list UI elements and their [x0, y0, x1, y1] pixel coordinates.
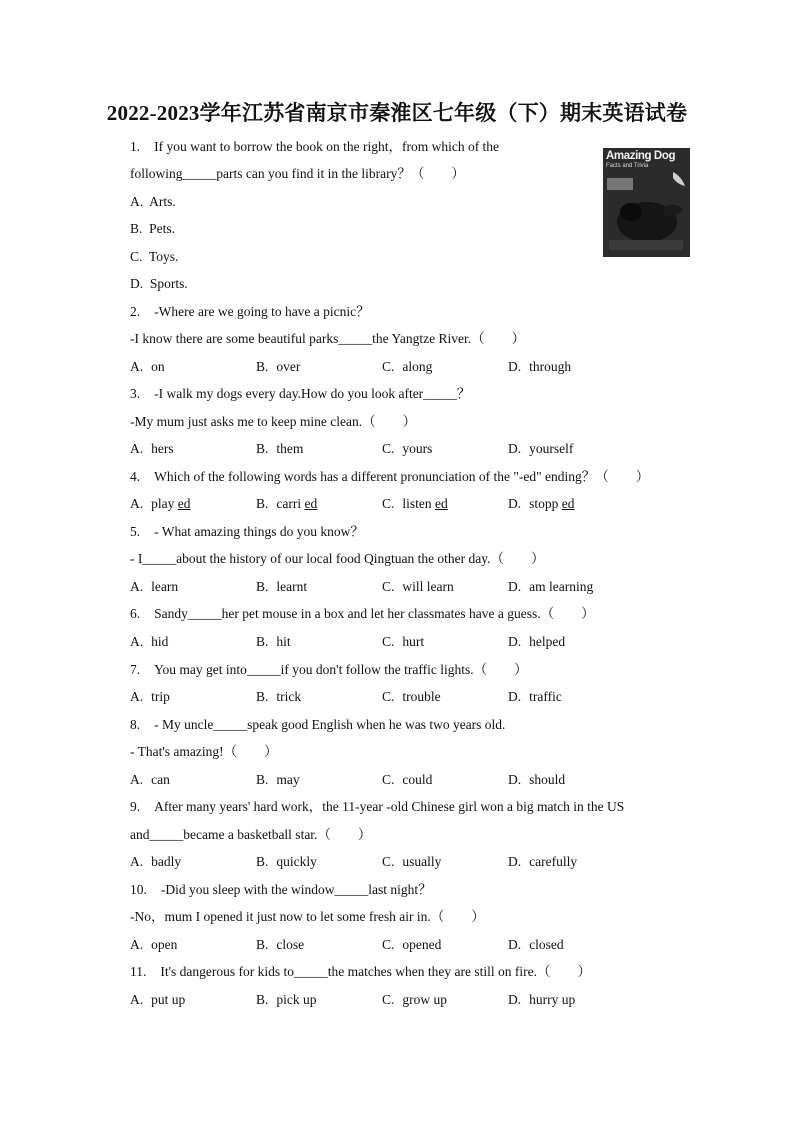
question-9-line2: and_____became a basketball star.（ ）	[130, 827, 372, 842]
question-4-line1: 4. Which of the following words has a different pronunciation of the "-ed" ending？（ ）	[130, 469, 650, 484]
question-8-option-b[interactable]: B. may	[256, 772, 300, 787]
question-11-line1: 11. It's dangerous for kids to_____the matches when they are still on fire.（ ）	[130, 964, 591, 979]
question-9-option-c[interactable]: C. usually	[382, 854, 442, 869]
question-10-option-c[interactable]: C. opened	[382, 937, 442, 952]
question-7-option-d[interactable]: D. traffic	[508, 689, 562, 704]
question-2-line1: 2. -Where are we going to have a picnic？	[130, 304, 370, 319]
question-7-option-b[interactable]: B. trick	[256, 689, 302, 704]
question-9-option-b[interactable]: B. quickly	[256, 854, 317, 869]
question-6-option-a[interactable]: A. hid	[130, 634, 169, 649]
question-2-option-b[interactable]: B. over	[256, 359, 301, 374]
question-10-line2: -No，mum I opened it just now to let some fresh air in.（ ）	[130, 909, 485, 924]
question-3-option-b[interactable]: B. them	[256, 441, 304, 456]
question-6-option-c[interactable]: C. hurt	[382, 634, 425, 649]
question-4-option-b[interactable]: B. carri ed	[256, 496, 318, 511]
question-8-line1: 8. - My uncle_____speak good English when he was two years old.	[130, 717, 506, 732]
question-11-option-d[interactable]: D. hurry up	[508, 992, 576, 1007]
question-5-option-b[interactable]: B. learnt	[256, 579, 308, 594]
question-10-option-a[interactable]: A. open	[130, 937, 178, 952]
question-10-option-b[interactable]: B. close	[256, 937, 305, 952]
question-6-option-b[interactable]: B. hit	[256, 634, 291, 649]
question-10-line1: 10. -Did you sleep with the window_____last night？	[130, 882, 432, 897]
question-3-option-a[interactable]: A. hers	[130, 441, 174, 456]
question-3-line2: -My mum just asks me to keep mine clean.（ ）	[130, 414, 417, 429]
question-7-line1: 7. You may get into_____if you don't follow the traffic lights.（ ）	[130, 662, 528, 677]
question-9-option-a[interactable]: A. badly	[130, 854, 182, 869]
question-6-line1: 6. Sandy_____her pet mouse in a box and let her classmates have a guess.（ ）	[130, 606, 595, 621]
question-5-line1: 5. - What amazing things do you know？	[130, 524, 364, 539]
book-cover-subtitle: Facts and Trivia	[606, 163, 649, 169]
question-1-option-b[interactable]: B. Pets.	[130, 221, 176, 236]
question-6-option-d[interactable]: D. helped	[508, 634, 566, 649]
book-cover-title: Amazing Dog	[606, 150, 676, 162]
question-1-line2: following_____parts can you find it in the library？（ ）	[130, 166, 465, 181]
page-title: 2022-2023学年江苏省南京市秦淮区七年级（下）期末英语试卷	[106, 101, 688, 125]
question-2-option-a[interactable]: A. on	[130, 359, 165, 374]
question-7-option-a[interactable]: A. trip	[130, 689, 170, 704]
question-9-line1: 9. After many years' hard work，the 11-year -old Chinese girl won a big match in the US	[130, 799, 625, 814]
question-5-option-d[interactable]: D. am learning	[508, 579, 594, 594]
question-4-option-a[interactable]: A. play ed	[130, 496, 191, 511]
question-11-option-a[interactable]: A. put up	[130, 992, 186, 1007]
question-7-option-c[interactable]: C. trouble	[382, 689, 441, 704]
question-4-option-d[interactable]: D. stopp ed	[508, 496, 575, 511]
question-2-line2: -I know there are some beautiful parks_____the Yangtze River.（ ）	[130, 331, 526, 346]
question-1-option-c[interactable]: C. Toys.	[130, 249, 179, 264]
question-10-option-d[interactable]: D. closed	[508, 937, 564, 952]
question-4-option-c[interactable]: C. listen ed	[382, 496, 448, 511]
question-8-option-d[interactable]: D. should	[508, 772, 566, 787]
question-2-option-d[interactable]: D. through	[508, 359, 572, 374]
question-5-option-a[interactable]: A. learn	[130, 579, 179, 594]
question-1-option-d[interactable]: D. Sports.	[130, 276, 188, 291]
question-3-option-d[interactable]: D. yourself	[508, 441, 574, 456]
question-8-option-a[interactable]: A. can	[130, 772, 170, 787]
question-8-line2: - That's amazing!（ ）	[130, 744, 278, 759]
question-1-line1: 1. If you want to borrow the book on the right，from which of the	[130, 139, 500, 154]
question-11-option-b[interactable]: B. pick up	[256, 992, 317, 1007]
question-1-option-a[interactable]: A. Arts.	[130, 194, 176, 209]
book-cover-image	[603, 148, 690, 257]
question-3-line1: 3. -I walk my dogs every day.How do you look after_____？	[130, 386, 471, 401]
question-2-option-c[interactable]: C. along	[382, 359, 433, 374]
question-9-option-d[interactable]: D. carefully	[508, 854, 578, 869]
question-11-option-c[interactable]: C. grow up	[382, 992, 448, 1007]
question-5-line2: - I_____about the history of our local food Qingtuan the other day.（ ）	[130, 551, 545, 566]
question-3-option-c[interactable]: C. yours	[382, 441, 433, 456]
question-5-option-c[interactable]: C. will learn	[382, 579, 454, 594]
question-8-option-c[interactable]: C. could	[382, 772, 433, 787]
